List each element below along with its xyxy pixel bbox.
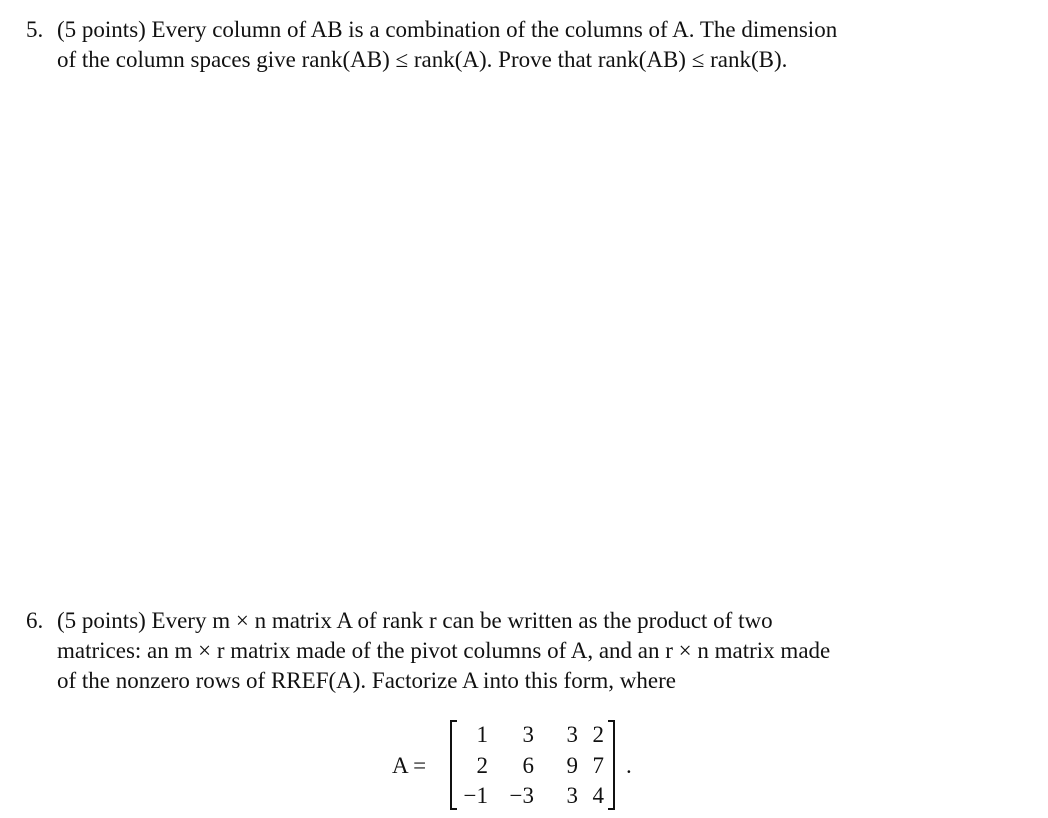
- problem-5-number: 5.: [26, 17, 44, 42]
- problem-5-line-2: [26, 45, 986, 75]
- problem-6-text-3: of the nonzero rows of RREF(A). Factorize A into this form, where: [57, 668, 676, 693]
- matrix-cell: 3: [566, 783, 578, 808]
- matrix-cell: 1: [476, 722, 488, 747]
- problem-6: [26, 606, 986, 696]
- matrix-cell: 6: [522, 753, 534, 778]
- matrix-cell: −3: [509, 783, 534, 808]
- problem-5-text-1: (5 points) Every column of AB is a combination of the columns of A. The dimension: [57, 17, 838, 42]
- problem-5-line-1: [26, 15, 986, 45]
- problem-6-text-1: (5 points) Every m × n matrix A of rank r can be written as the product of two: [57, 608, 773, 633]
- matrix-cell: 3: [566, 722, 578, 747]
- matrix-cell: 9: [566, 753, 578, 778]
- matrix-cell: −1: [463, 783, 488, 808]
- matrix-lhs: A =: [392, 753, 427, 778]
- problem-6-line-1: [26, 606, 986, 636]
- problem-6-line-2: [26, 636, 986, 666]
- matrix-cell: 3: [522, 722, 534, 747]
- matrix-cell: 2: [476, 753, 488, 778]
- matrix-cell: 7: [592, 753, 604, 778]
- problem-6-text-2: matrices: an m × r matrix made of the pivot columns of A, and an r × n matrix made: [57, 638, 831, 663]
- matrix-cell: 4: [592, 783, 604, 808]
- matrix-right-bracket: [608, 720, 615, 810]
- matrix-trailing-period: .: [626, 753, 632, 778]
- problem-6-line-3: [26, 666, 986, 696]
- problem-6-number: 6.: [26, 608, 44, 633]
- problem-5-text-2: of the column spaces give rank(AB) ≤ rank(A). Prove that rank(AB) ≤ rank(B).: [57, 47, 788, 72]
- problem-5: [26, 15, 986, 75]
- matrix-cell: 2: [592, 722, 604, 747]
